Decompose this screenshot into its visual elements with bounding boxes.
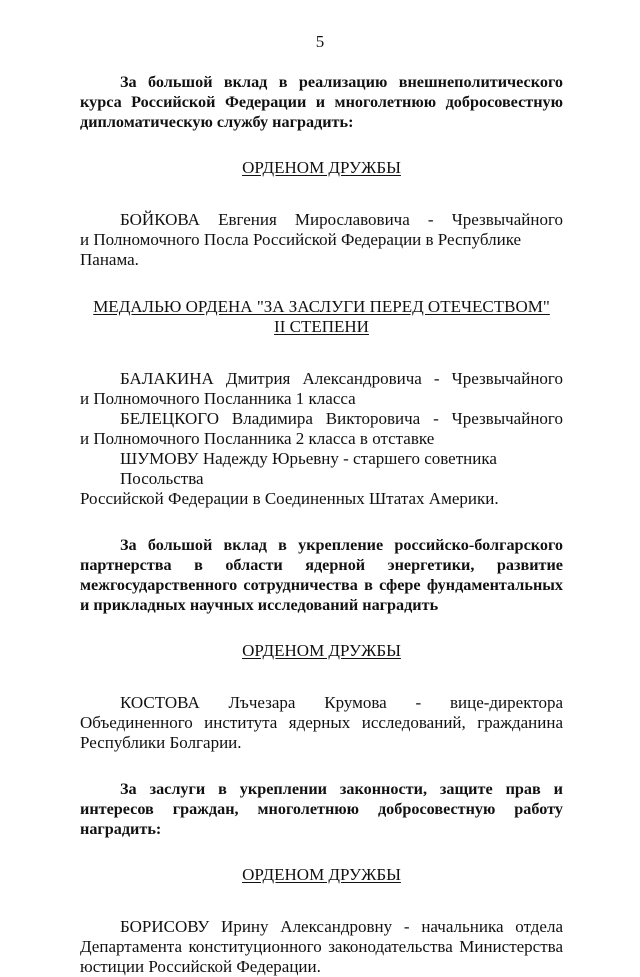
award-heading-medal bbox=[80, 297, 563, 337]
awardee-name-word: Викторовича bbox=[325, 409, 421, 428]
award-intro-paragraph: За большой вклад в укрепление российско-болгарского партнерства в области ядерной энергетики, развитие межгосударственного сотрудничества в сфере фундаментальных и прикладных научных исследований наградить bbox=[80, 536, 563, 614]
awardee-dash: - bbox=[433, 369, 440, 388]
awardee-name-word: Дмитрия bbox=[225, 369, 291, 388]
awardee-dash: - bbox=[427, 210, 434, 229]
awardee-paragraph bbox=[80, 449, 563, 509]
award-intro-paragraph: За заслуги в укреплении законности, защите прав и интересов граждан, многолетнюю добросовестную работу наградить: bbox=[80, 780, 563, 838]
medal-heading-line-2: II СТЕПЕНИ bbox=[274, 317, 369, 336]
awardee-paragraph: КОСТОВА Лъчезара Крумова - вице-директора Объединенного института ядерных исследований, гражданина Республики Болгарии. bbox=[80, 693, 563, 752]
awardee-title-word: Чрезвычайного bbox=[451, 409, 563, 428]
awardee-surname: БЕЛЕЦКОГО bbox=[120, 409, 219, 428]
awardee-title-word: Чрезвычайного bbox=[451, 210, 563, 229]
awardee-first-line bbox=[80, 369, 563, 389]
awardee-paragraph bbox=[80, 210, 563, 270]
awardee-name-word: Владимира bbox=[231, 409, 313, 428]
awardee-name-word: Александровича bbox=[302, 369, 422, 388]
awardee-paragraph: БОРИСОВУ Ирину Александровну - начальника отдела Департамента конституционного законодательства Министерства юстиции Российской Федерации. bbox=[80, 917, 563, 976]
document-body bbox=[80, 72, 563, 977]
awardee-continuation: Российской Федерации в Соединенных Штатах Америки. bbox=[80, 489, 499, 508]
awardee-continuation: и Полномочного Посланника 2 класса в отставке bbox=[80, 429, 435, 448]
awardee-name-word: Мирославовича bbox=[294, 210, 410, 229]
page-number: 5 bbox=[315, 32, 325, 51]
awardee-dash: - bbox=[433, 409, 439, 428]
medal-heading-line-1: МЕДАЛЬЮ ОРДЕНА "ЗА ЗАСЛУГИ ПЕРЕД ОТЕЧЕСТВОМ" bbox=[93, 297, 550, 316]
award-intro-paragraph: За большой вклад в реализацию внешнеполитического курса Российской Федерации и многолетнюю добросовестную дипломатическую службу наградить: bbox=[80, 73, 563, 131]
awardee-continuation: и Полномочного Посла Российской Федерации в Республике Панама. bbox=[80, 230, 522, 269]
awardee-surname: БОЙКОВА bbox=[120, 210, 200, 229]
awardee-paragraph bbox=[80, 369, 563, 409]
awardee-title-word: Чрезвычайного bbox=[451, 369, 563, 388]
award-heading-order-of-friendship: ОРДЕНОМ ДРУЖБЫ bbox=[242, 641, 401, 660]
awardee-surname: БАЛАКИНА bbox=[120, 369, 214, 388]
awardee-continuation: и Полномочного Посланника 1 класса bbox=[80, 389, 356, 408]
awardee-name-word: Евгения bbox=[218, 210, 277, 229]
awardee-first-line bbox=[80, 210, 563, 230]
awardee-first-line: ШУМОВУ Надежду Юрьевну - старшего советника Посольства bbox=[120, 449, 497, 488]
award-heading-order-of-friendship: ОРДЕНОМ ДРУЖБЫ bbox=[242, 865, 401, 884]
award-heading-order-of-friendship: ОРДЕНОМ ДРУЖБЫ bbox=[242, 158, 401, 177]
awardee-first-line bbox=[80, 409, 563, 429]
awardee-paragraph bbox=[80, 409, 563, 449]
